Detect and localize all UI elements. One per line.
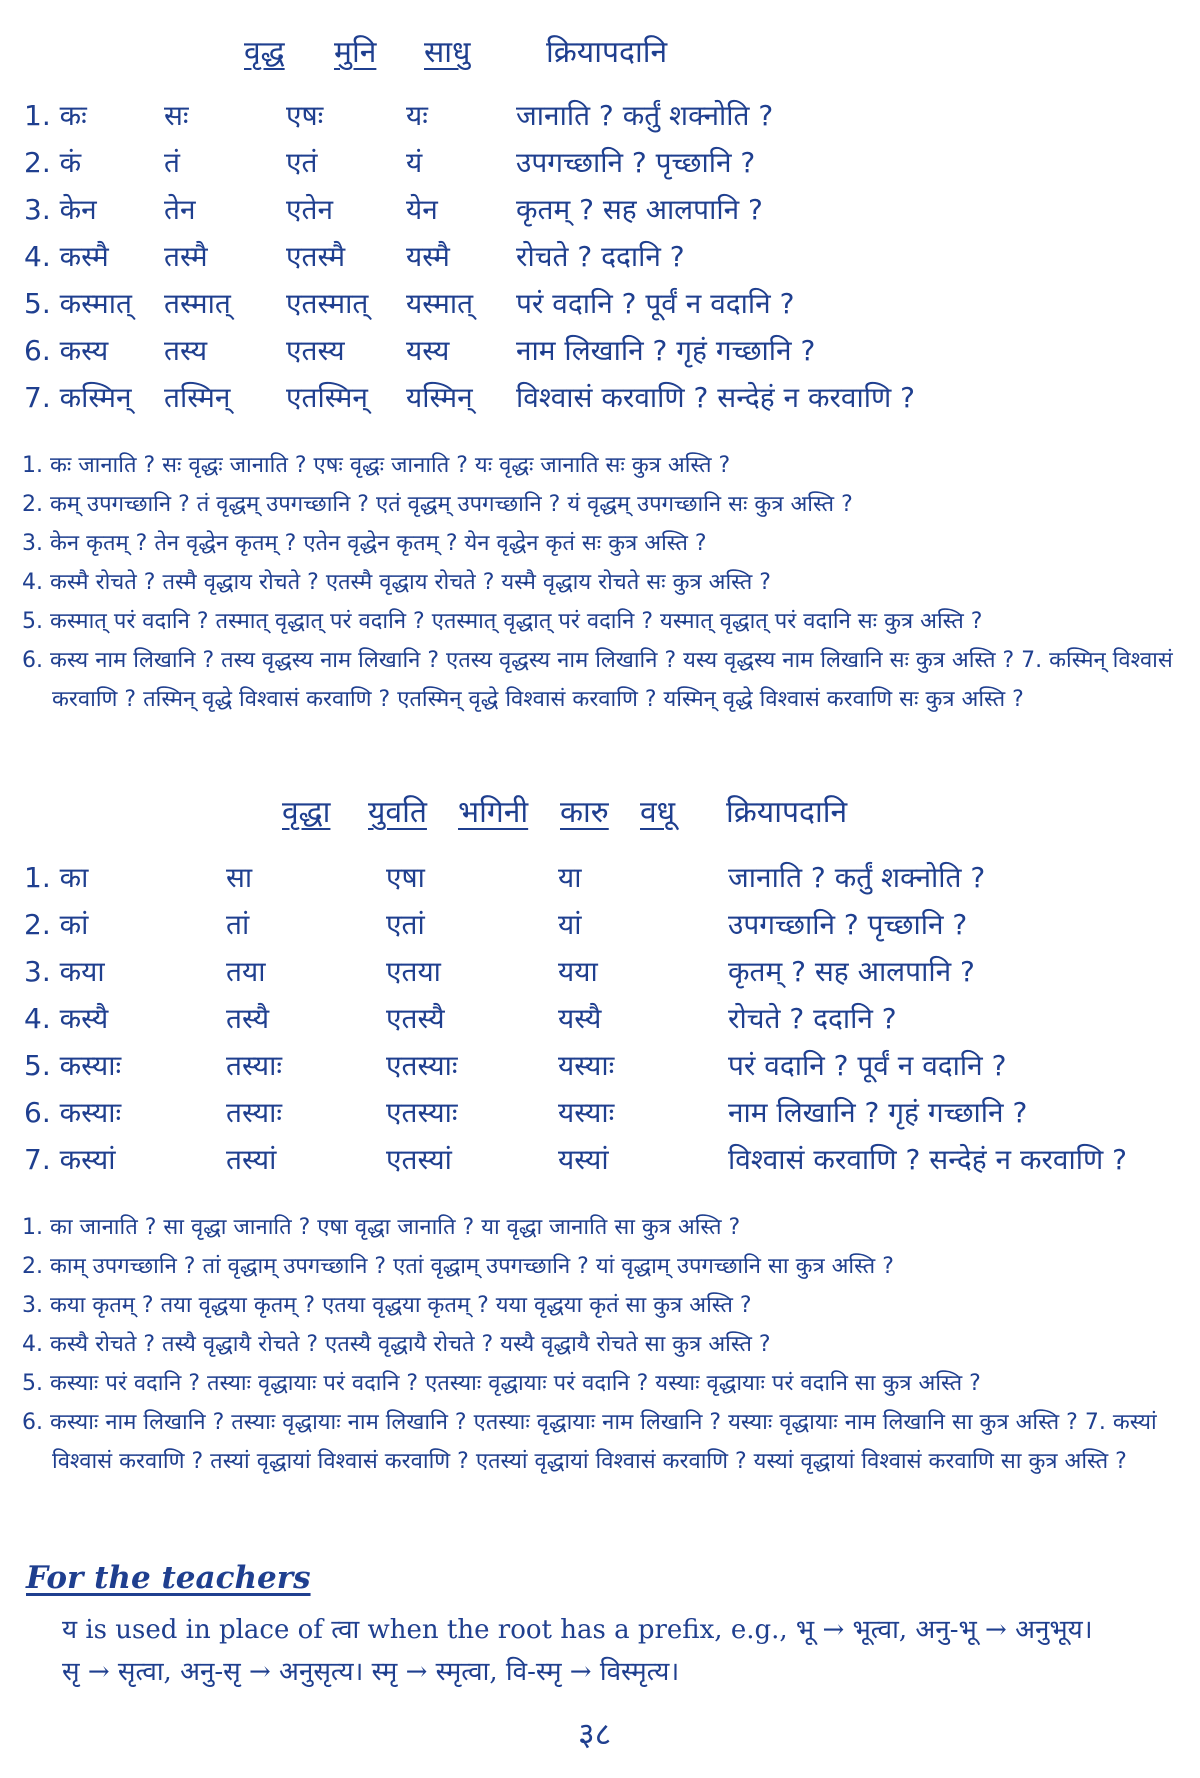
section2-sentences xyxy=(22,1208,1182,1481)
section1-heading xyxy=(0,30,1200,74)
table-cell: तस्यां xyxy=(226,1143,277,1176)
heading-word: कारु xyxy=(560,795,609,830)
table-cell: 2. कां xyxy=(24,908,89,941)
table-row xyxy=(24,1140,1184,1186)
heading-word: वधू xyxy=(640,795,676,830)
table-cell: जानाति ? कर्तुं शक्नोति ? xyxy=(516,99,774,132)
table-cell: यस्मिन् xyxy=(406,381,473,414)
heading-word: भगिनी xyxy=(458,795,529,830)
table-cell: उपगच्छानि ? पृच्छानि ? xyxy=(516,146,756,179)
table-cell: कृतम् ? सह आलपानि ? xyxy=(728,955,975,988)
heading-word: मुनि xyxy=(334,35,377,70)
table-cell: कृतम् ? सह आलपानि ? xyxy=(516,193,763,226)
sentence-line: 1. कः जानाति ? सः वृद्धः जानाति ? एषः वृद्धः जानाति ? यः वृद्धः जानाति सः कुत्र अस्ति ? xyxy=(22,453,731,478)
table-cell: 1. का xyxy=(24,861,89,894)
table-cell: यस्मात् xyxy=(406,287,474,320)
heading-word: क्रियापदानि xyxy=(546,35,668,70)
table-cell: एतस्मात् xyxy=(286,287,369,320)
table-cell: एषा xyxy=(386,861,425,894)
table-cell: यस्य xyxy=(406,334,450,367)
table-cell: एतस्मिन् xyxy=(286,381,368,414)
table-cell: एतस्यै xyxy=(386,1002,445,1035)
table-row xyxy=(24,96,1184,142)
sentence-line: 3. कया कृतम् ? तया वृद्धया कृतम् ? एतया वृद्धया कृतम् ? यया वृद्धया कृतं सा कुत्र अस्ति ? xyxy=(22,1293,752,1318)
table-cell: यया xyxy=(558,955,598,988)
table-row xyxy=(24,190,1184,236)
table-cell: तस्यै xyxy=(226,1002,270,1035)
table-cell: यः xyxy=(406,99,428,132)
sentence-line: 6. कस्य नाम लिखानि ? तस्य वृद्धस्य नाम लिखानि ? एतस्य वृद्धस्य नाम लिखानि ? यस्य वृद्धस्य नाम लिखानि सः कुत्र अस्ति ? 7. कस्मिन् विश्वासं करवाणि ? तस्मिन् वृद्धे विश्वासं करवाणि ? एतस्मिन् वृद्धे विश्वासं करवाणि ? यस्मिन् वृद्धे विश्वासं करवाणि सः कुत्र अस्ति ? xyxy=(22,648,1173,712)
heading-word: साधु xyxy=(424,35,471,70)
table-row xyxy=(24,143,1184,189)
table-cell: एतस्मै xyxy=(286,240,346,273)
teachers-note-line: य is used in place of त्वा when the root has a prefix, e.g., भू → भूत्वा, अनु-भू → अनुभूय। xyxy=(62,1615,1093,1645)
table-row xyxy=(24,331,1184,377)
table-cell: यस्यै xyxy=(558,1002,602,1035)
sentence-line: 2. कम् उपगच्छानि ? तं वृद्धम् उपगच्छानि ? एतं वृद्धम् उपगच्छानि ? यं वृद्धम् उपगच्छानि सः कुत्र अस्ति ? xyxy=(22,492,853,517)
table-row xyxy=(24,999,1184,1045)
sentence-line: 3. केन कृतम् ? तेन वृद्धेन कृतम् ? एतेन वृद्धेन कृतम् ? येन वृद्धेन कृतं सः कुत्र अस्ति ? xyxy=(22,531,707,556)
table-cell: एतस्याः xyxy=(386,1096,458,1129)
table-cell: विश्वासं करवाणि ? सन्देहं न करवाणि ? xyxy=(516,381,915,414)
table-cell: तस्याः xyxy=(226,1096,283,1129)
table-cell: तं xyxy=(164,146,180,179)
table-cell: यस्याः xyxy=(558,1049,615,1082)
table-cell: 1. कः xyxy=(24,99,87,132)
table-cell: यं xyxy=(406,146,423,179)
table-cell: नाम लिखानि ? गृहं गच्छानि ? xyxy=(516,334,816,367)
table-cell: येन xyxy=(406,193,438,226)
table-cell: तां xyxy=(226,908,250,941)
table-cell: तस्मात् xyxy=(164,287,231,320)
table-cell: सा xyxy=(226,861,253,894)
teachers-note xyxy=(62,1609,1192,1693)
table-cell: जानाति ? कर्तुं शक्नोति ? xyxy=(728,861,986,894)
table-cell: तस्मिन् xyxy=(164,381,231,414)
table-cell: तस्य xyxy=(164,334,208,367)
table-cell: परं वदानि ? पूर्वं न वदानि ? xyxy=(516,287,795,320)
sentence-line: 5. कस्मात् परं वदानि ? तस्मात् वृद्धात् परं वदानि ? एतस्मात् वृद्धात् परं वदानि ? यस्मात् वृद्धात् परं वदानि सः कुत्र अस्ति ? xyxy=(22,609,983,634)
sentence-line: 6. कस्याः नाम लिखानि ? तस्याः वृद्धायाः नाम लिखानि ? एतस्याः वृद्धायाः नाम लिखानि ? यस्याः वृद्धायाः नाम लिखानि सा कुत्र अस्ति ? 7. कस्यां विश्वासं करवाणि ? तस्यां वृद्धायां विश्वासं करवाणि ? एतस्यां वृद्धायां विश्वासं करवाणि ? यस्यां वृद्धायां विश्वासं करवाणि सा कुत्र अस्ति ? xyxy=(22,1410,1157,1474)
table-cell: रोचते ? ददानि ? xyxy=(516,240,685,273)
table-cell: यस्यां xyxy=(558,1143,609,1176)
table-cell: 4. कस्यै xyxy=(24,1002,109,1035)
sentence-line: 2. काम् उपगच्छानि ? तां वृद्धाम् उपगच्छानि ? एतां वृद्धाम् उपगच्छानि ? यां वृद्धाम् उपगच्छानि सा कुत्र अस्ति ? xyxy=(22,1254,894,1279)
sentence-line: 5. कस्याः परं वदानि ? तस्याः वृद्धायाः परं वदानि ? एतस्याः वृद्धायाः परं वदानि ? यस्याः वृद्धायाः परं वदानि सा कुत्र अस्ति ? xyxy=(22,1371,981,1396)
table-cell: 3. केन xyxy=(24,193,97,226)
table-cell: 6. कस्याः xyxy=(24,1096,122,1129)
table-row xyxy=(24,1046,1184,1092)
table-cell: एतां xyxy=(386,908,425,941)
table-cell: 5. कस्याः xyxy=(24,1049,122,1082)
table-cell: एतं xyxy=(286,146,318,179)
table-cell: एतया xyxy=(386,955,441,988)
table-row xyxy=(24,858,1184,904)
table-cell: तस्मै xyxy=(164,240,208,273)
table-cell: या xyxy=(558,861,582,894)
heading-word: क्रियापदानि xyxy=(726,795,848,830)
table-cell: एषः xyxy=(286,99,324,132)
table-row xyxy=(24,1093,1184,1139)
table-cell: यां xyxy=(558,908,582,941)
table-cell: 7. कस्यां xyxy=(24,1143,116,1176)
table-cell: यस्याः xyxy=(558,1096,615,1129)
heading-word: वृद्ध xyxy=(244,35,285,70)
page-number: ३८ xyxy=(578,1715,612,1753)
table-cell: सः xyxy=(164,99,189,132)
teachers-note-line: सृ → सृत्वा, अनु-सृ → अनुसृत्य। स्मृ → स्मृत्वा, वि-स्मृ → विस्मृत्य। xyxy=(62,1657,680,1687)
heading-word: वृद्धा xyxy=(282,795,331,830)
table-cell: रोचते ? ददानि ? xyxy=(728,1002,897,1035)
sentence-line: 4. कस्यै रोचते ? तस्यै वृद्धायै रोचते ? एतस्यै वृद्धायै रोचते ? यस्यै वृद्धायै रोचते सा कुत्र अस्ति ? xyxy=(22,1332,771,1357)
table-cell: 5. कस्मात् xyxy=(24,287,132,320)
table-cell: एतेन xyxy=(286,193,333,226)
section2-heading xyxy=(0,790,1200,834)
table-row xyxy=(24,237,1184,283)
sentence-line: 1. का जानाति ? सा वृद्धा जानाति ? एषा वृद्धा जानाति ? या वृद्धा जानाति सा कुत्र अस्ति ? xyxy=(22,1215,741,1240)
table-cell: एतस्य xyxy=(286,334,345,367)
heading-word: युवति xyxy=(368,795,427,830)
table-cell: 2. कं xyxy=(24,146,82,179)
table-cell: नाम लिखानि ? गृहं गच्छानि ? xyxy=(728,1096,1028,1129)
teachers-title: For the teachers xyxy=(26,1560,311,1596)
table-cell: तस्याः xyxy=(226,1049,283,1082)
table-row xyxy=(24,952,1184,998)
table-cell: 4. कस्मै xyxy=(24,240,109,273)
table-cell: उपगच्छानि ? पृच्छानि ? xyxy=(728,908,968,941)
section1-sentences xyxy=(22,446,1182,719)
table-cell: परं वदानि ? पूर्वं न वदानि ? xyxy=(728,1049,1007,1082)
table-row xyxy=(24,905,1184,951)
table-row xyxy=(24,284,1184,330)
table-cell: एतस्यां xyxy=(386,1143,452,1176)
table-cell: 7. कस्मिन् xyxy=(24,381,132,414)
table-cell: तेन xyxy=(164,193,196,226)
sentence-line: 4. कस्मै रोचते ? तस्मै वृद्धाय रोचते ? एतस्मै वृद्धाय रोचते ? यस्मै वृद्धाय रोचते सः कुत्र अस्ति ? xyxy=(22,570,771,595)
table-cell: तया xyxy=(226,955,266,988)
table-cell: यस्मै xyxy=(406,240,450,273)
table-cell: 3. कया xyxy=(24,955,105,988)
table-cell: एतस्याः xyxy=(386,1049,458,1082)
table-cell: 6. कस्य xyxy=(24,334,109,367)
table-row xyxy=(24,378,1184,424)
table-cell: विश्वासं करवाणि ? सन्देहं न करवाणि ? xyxy=(728,1143,1127,1176)
